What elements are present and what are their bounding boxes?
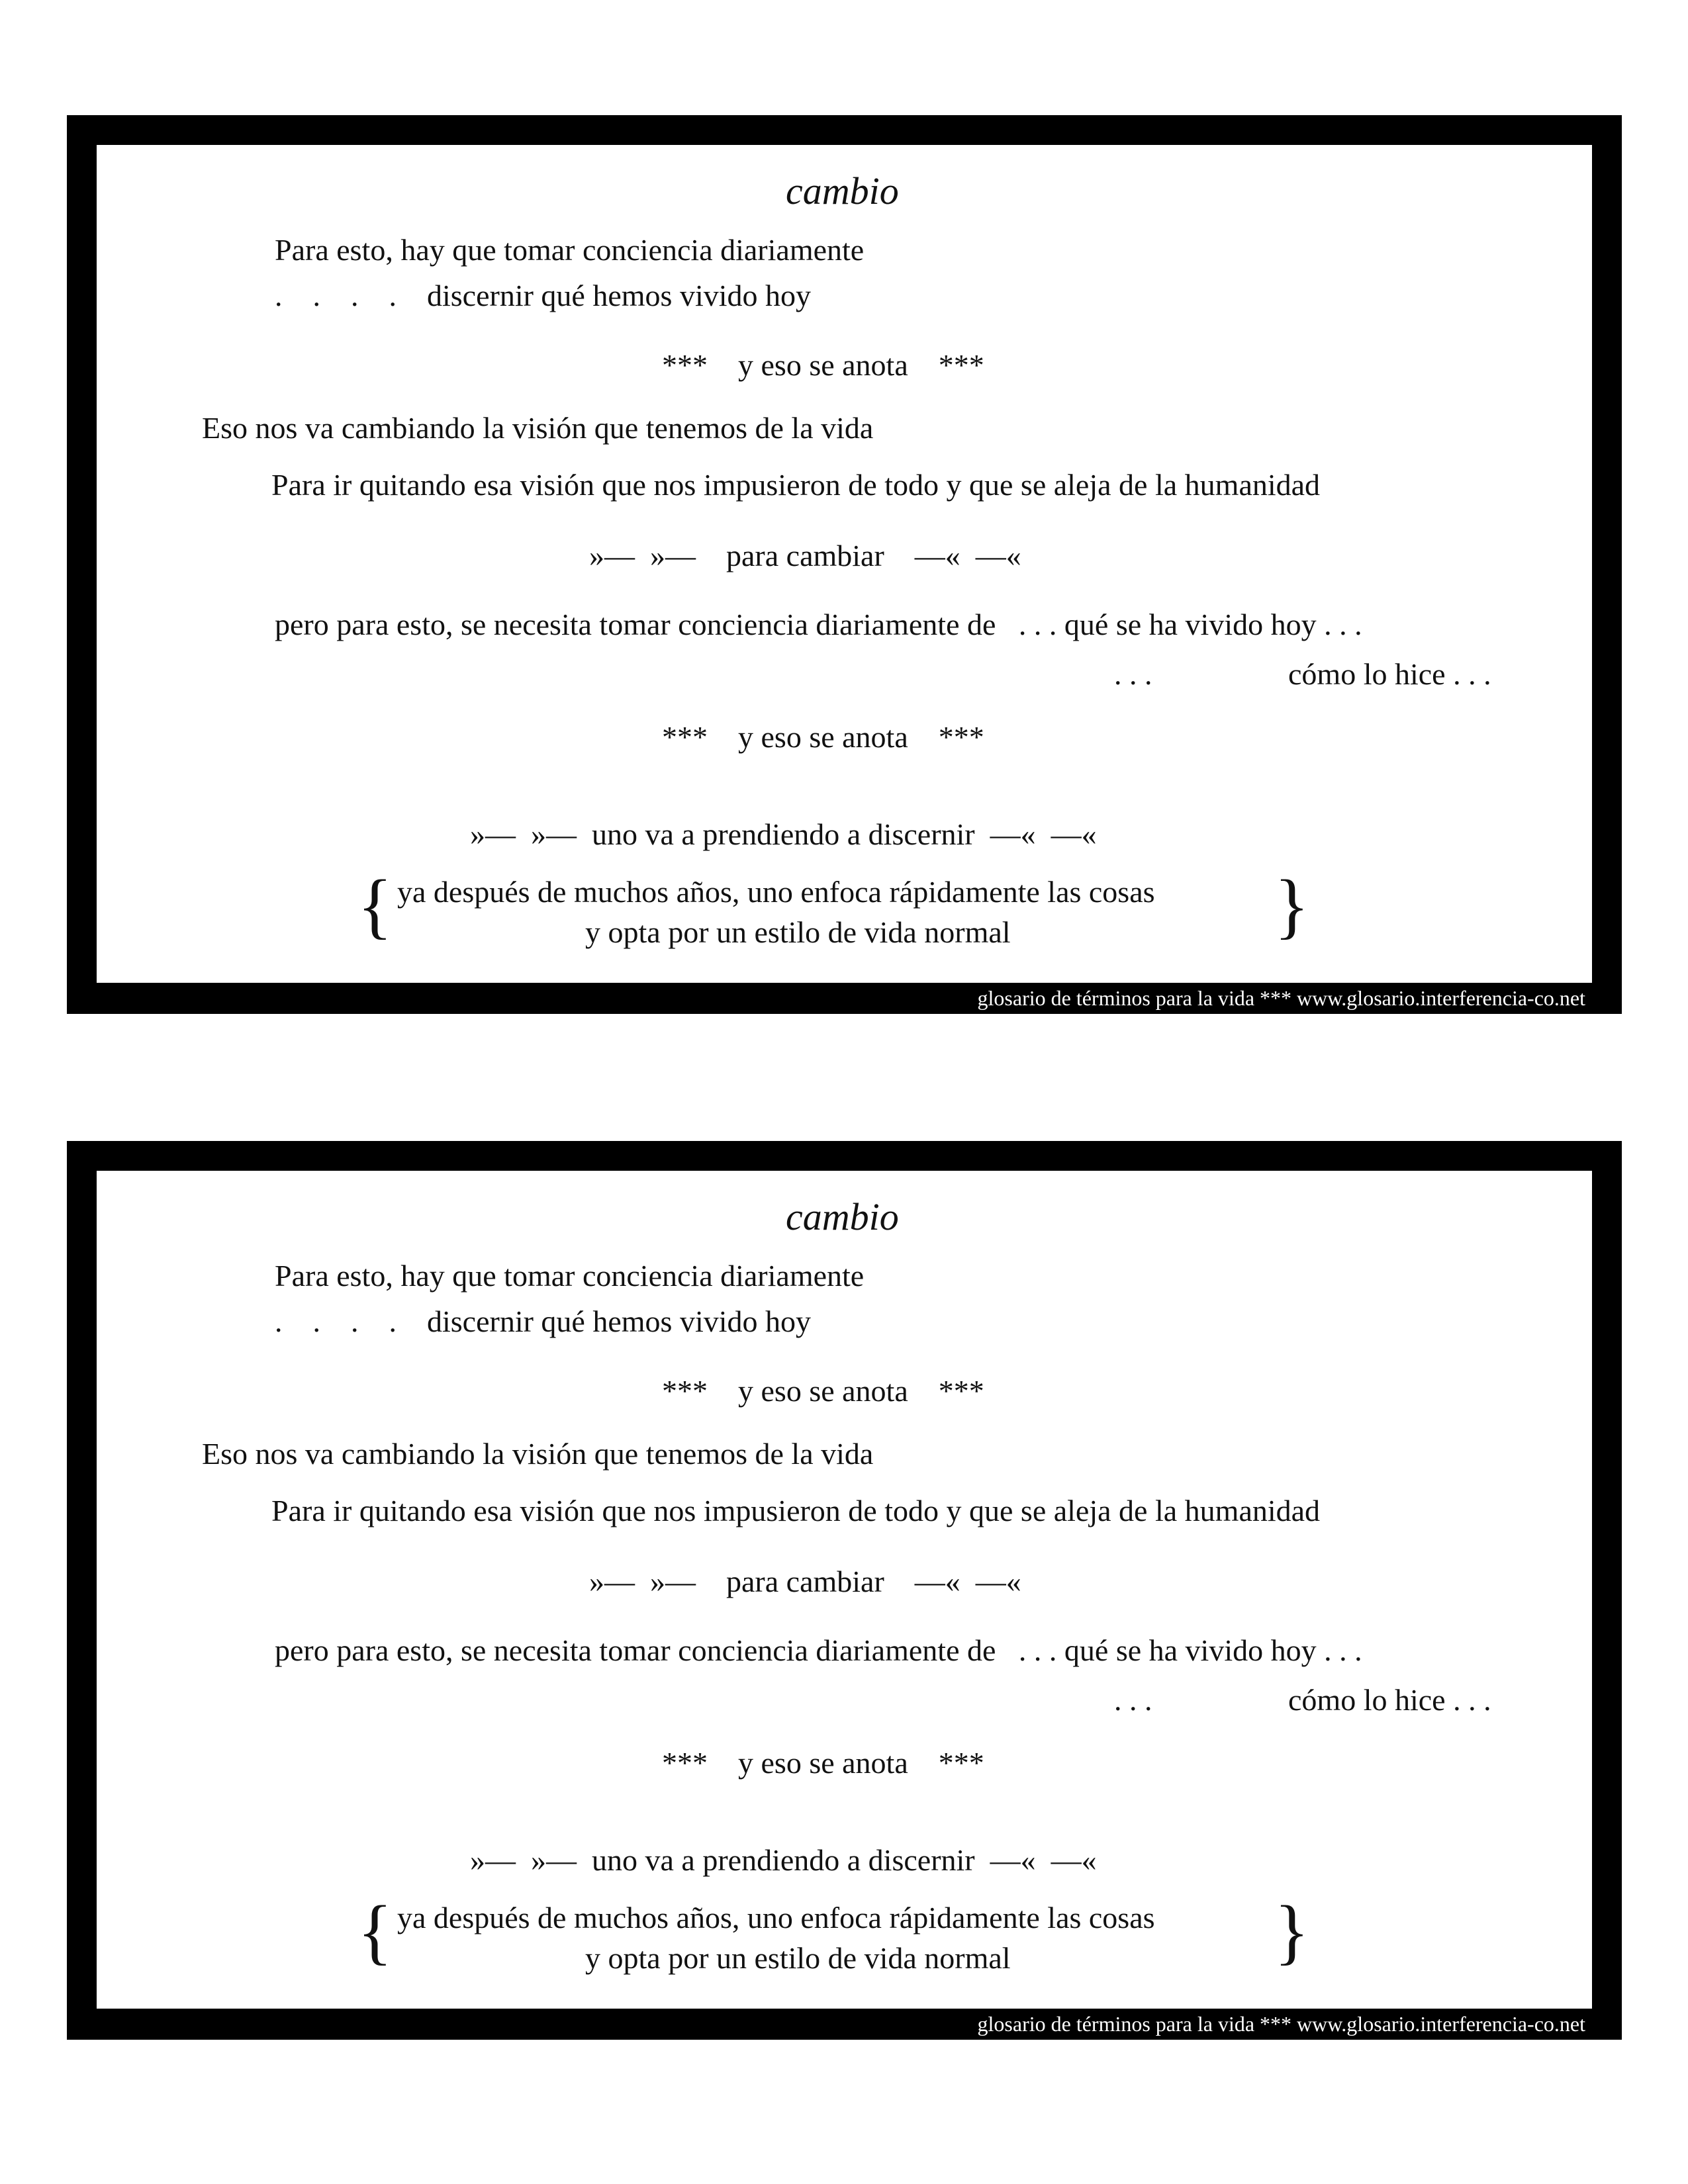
glossary-card-1 xyxy=(67,115,1622,1014)
glossary-card-2 xyxy=(67,1141,1622,2040)
text-line: Eso nos va cambiando la visión que tenemos de la vida xyxy=(202,1437,874,1471)
brace-text-line: y opta por un estilo de vida normal xyxy=(585,915,1011,949)
text-line: pero para esto, se necesita tomar conciencia diariamente de . . . qué se ha vivido hoy . . . xyxy=(275,608,1362,641)
arrows-line: »— »— uno va a prendiendo a discernir —« —« xyxy=(470,1843,1097,1877)
text-line: . . . . discernir qué hemos vivido hoy xyxy=(275,279,812,312)
card-title: cambio xyxy=(786,169,899,212)
text-line: Eso nos va cambiando la visión que tenemos de la vida xyxy=(202,411,874,445)
text-line: cómo lo hice . . . xyxy=(1288,1683,1491,1717)
brace-text-line: y opta por un estilo de vida normal xyxy=(585,1941,1011,1975)
brace-text-line: ya después de muchos años, uno enfoca rápidamente las cosas xyxy=(397,1901,1155,1934)
footer-credit: glosario de términos para la vida *** www.glosario.interferencia-co.net xyxy=(977,2012,1585,2036)
text-line: Para esto, hay que tomar conciencia diariamente xyxy=(275,233,865,267)
text-dots: . . . xyxy=(1114,1683,1152,1717)
arrows-line: »— »— para cambiar —« —« xyxy=(589,1565,1021,1598)
arrows-line: »— »— para cambiar —« —« xyxy=(589,539,1021,572)
text-line: Para esto, hay que tomar conciencia diariamente xyxy=(275,1259,865,1293)
text-dots: . . . xyxy=(1114,657,1152,691)
close-brace: } xyxy=(1274,1891,1309,1972)
open-brace: { xyxy=(357,1891,393,1972)
stars-line: *** y eso se anota *** xyxy=(662,1746,984,1780)
brace-block xyxy=(357,865,1309,949)
arrows-line: »— »— uno va a prendiendo a discernir —« —« xyxy=(470,817,1097,851)
footer-credit: glosario de términos para la vida *** www.glosario.interferencia-co.net xyxy=(977,986,1585,1010)
stars-line: *** y eso se anota *** xyxy=(662,348,984,382)
open-brace: { xyxy=(357,865,393,946)
text-line: cómo lo hice . . . xyxy=(1288,657,1491,691)
text-line: . . . . discernir qué hemos vivido hoy xyxy=(275,1304,812,1338)
card-content xyxy=(97,1171,1592,2009)
card-title: cambio xyxy=(786,1195,899,1238)
brace-text-line: ya después de muchos años, uno enfoca rápidamente las cosas xyxy=(397,875,1155,909)
brace-block xyxy=(357,1891,1309,1975)
text-line: Para ir quitando esa visión que nos impusieron de todo y que se aleja de la humanidad xyxy=(271,468,1321,502)
text-line: Para ir quitando esa visión que nos impusieron de todo y que se aleja de la humanidad xyxy=(271,1494,1321,1527)
stars-line: *** y eso se anota *** xyxy=(662,1374,984,1408)
text-line: pero para esto, se necesita tomar conciencia diariamente de . . . qué se ha vivido hoy . . . xyxy=(275,1633,1362,1667)
close-brace: } xyxy=(1274,865,1309,946)
stars-line: *** y eso se anota *** xyxy=(662,720,984,754)
card-content xyxy=(97,145,1592,983)
